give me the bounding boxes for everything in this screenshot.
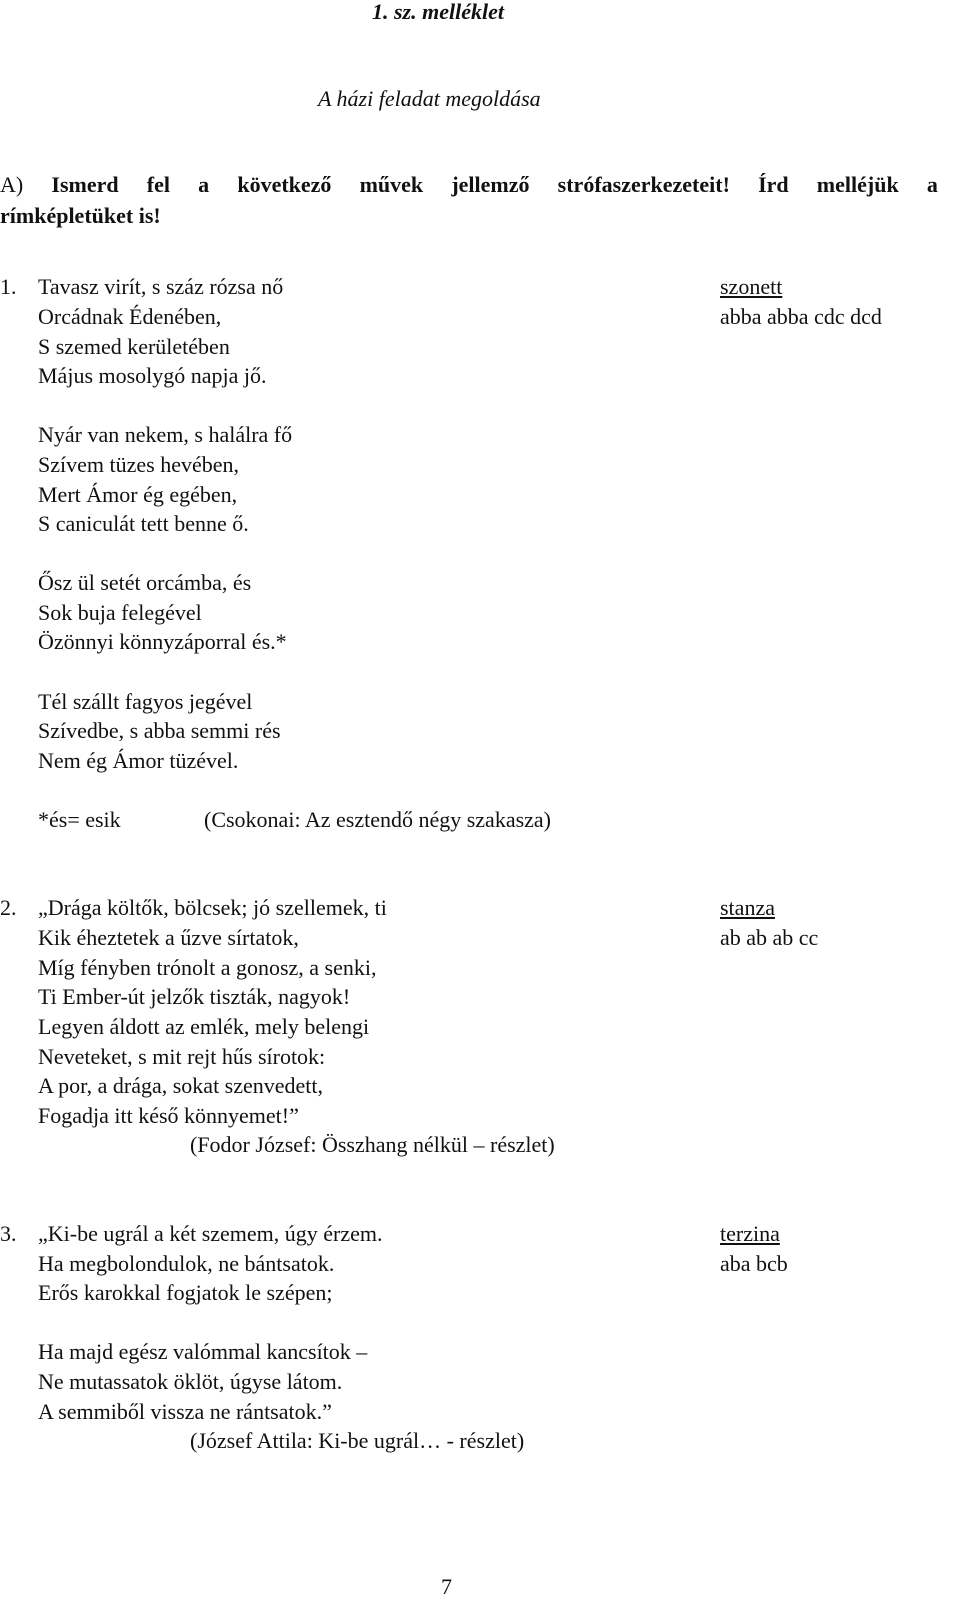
poem-line: Özönnyi könnyzáporral és.* (38, 629, 287, 654)
task-word: melléjük (816, 172, 899, 197)
poem-line: Tavasz virít, s száz rózsa nő (38, 274, 284, 299)
poem-line: Fogadja itt késő könnyemet!” (38, 1103, 299, 1128)
poem-line: Sok buja felegével (38, 600, 202, 625)
poem-line: Szívedbe, s abba semmi rés (38, 718, 281, 743)
task-word: a (926, 172, 938, 197)
poem1-number: 1. (0, 274, 17, 299)
poem-line: Legyen áldott az emlék, mely belengi (38, 1014, 370, 1039)
poem-line: S szemed kerületében (38, 334, 230, 359)
poem3-number: 3. (0, 1221, 17, 1246)
poem-line: Ha megbolondulok, ne bántsatok. (38, 1251, 335, 1276)
poem-line: Május mosolygó napja jő. (38, 363, 267, 388)
poem-line: „Drága költők, bölcsek; jó szellemek, ti (38, 895, 387, 920)
task-word: következő (237, 172, 332, 197)
poem-line: Míg fényben trónolt a gonosz, a senki, (38, 955, 377, 980)
task-word: a (198, 172, 210, 197)
poem-line: Nyár van nekem, s halálra fő (38, 422, 293, 447)
poem-line: Ha majd egész valómmal kancsítok – (38, 1339, 368, 1364)
poem3-source: (József Attila: Ki-be ugrál… - részlet) (190, 1428, 525, 1453)
poem-line: A por, a drága, sokat szenvedett, (38, 1073, 324, 1098)
poem-line: Mert Ámor ég egében, (38, 482, 238, 507)
poem-line: Ne mutassatok öklöt, úgyse látom. (38, 1369, 343, 1394)
poem-line: Erős karokkal fogjatok le szépen; (38, 1280, 333, 1305)
poem-line: A semmiből vissza ne rántsatok.” (38, 1399, 332, 1424)
poem-line: Tél szállt fagyos jegével (38, 689, 253, 714)
poem1-source: (Csokonai: Az esztendő négy szakasza) (204, 807, 551, 832)
poem-line: Ősz ül setét orcámba, és (38, 570, 252, 595)
poem2-source: (Fodor József: Összhang nélkül – részlet) (190, 1132, 555, 1157)
task-word: strófaszerkezeteit! (557, 172, 730, 197)
poem2-number: 2. (0, 895, 17, 920)
task-line-2: rímképletüket is! (0, 203, 161, 228)
task-word: jellemző (451, 172, 530, 197)
poem-line: Orcádnak Édenében, (38, 304, 222, 329)
task-word: művek (359, 172, 424, 197)
poem2-rhyme: ab ab ab cc (720, 925, 819, 950)
task-word: Ismerd (51, 172, 119, 197)
poem3-form: terzina (720, 1221, 780, 1246)
poem1-rhyme: abba abba cdc dcd (720, 304, 882, 329)
attachment-title: 1. sz. melléklet (372, 0, 504, 24)
poem-line: Kik éheztetek a űzve sírtatok, (38, 925, 299, 950)
poem3-rhyme: aba bcb (720, 1251, 788, 1276)
page-subtitle: A házi feladat megoldása (318, 86, 541, 111)
poem1-form: szonett (720, 274, 783, 299)
poem2-form: stanza (720, 895, 775, 920)
task-word: A) (0, 172, 24, 197)
poem1-footnote: *és= esik (38, 807, 121, 832)
poem-line: Szívem tüzes hevében, (38, 452, 239, 477)
page-number: 7 (441, 1574, 452, 1599)
poem-line: Neveteket, s mit rejt hűs sírotok: (38, 1044, 326, 1069)
poem-line: S caniculát tett benne ő. (38, 511, 249, 536)
task-word: Írd (758, 172, 789, 197)
poem-line: Ti Ember-út jelzők tiszták, nagyok! (38, 984, 351, 1009)
poem-line: Nem ég Ámor tüzével. (38, 748, 239, 773)
poem-line: „Ki-be ugrál a két szemem, úgy érzem. (38, 1221, 383, 1246)
task-word: fel (146, 172, 170, 197)
task-line-1 (0, 170, 938, 200)
